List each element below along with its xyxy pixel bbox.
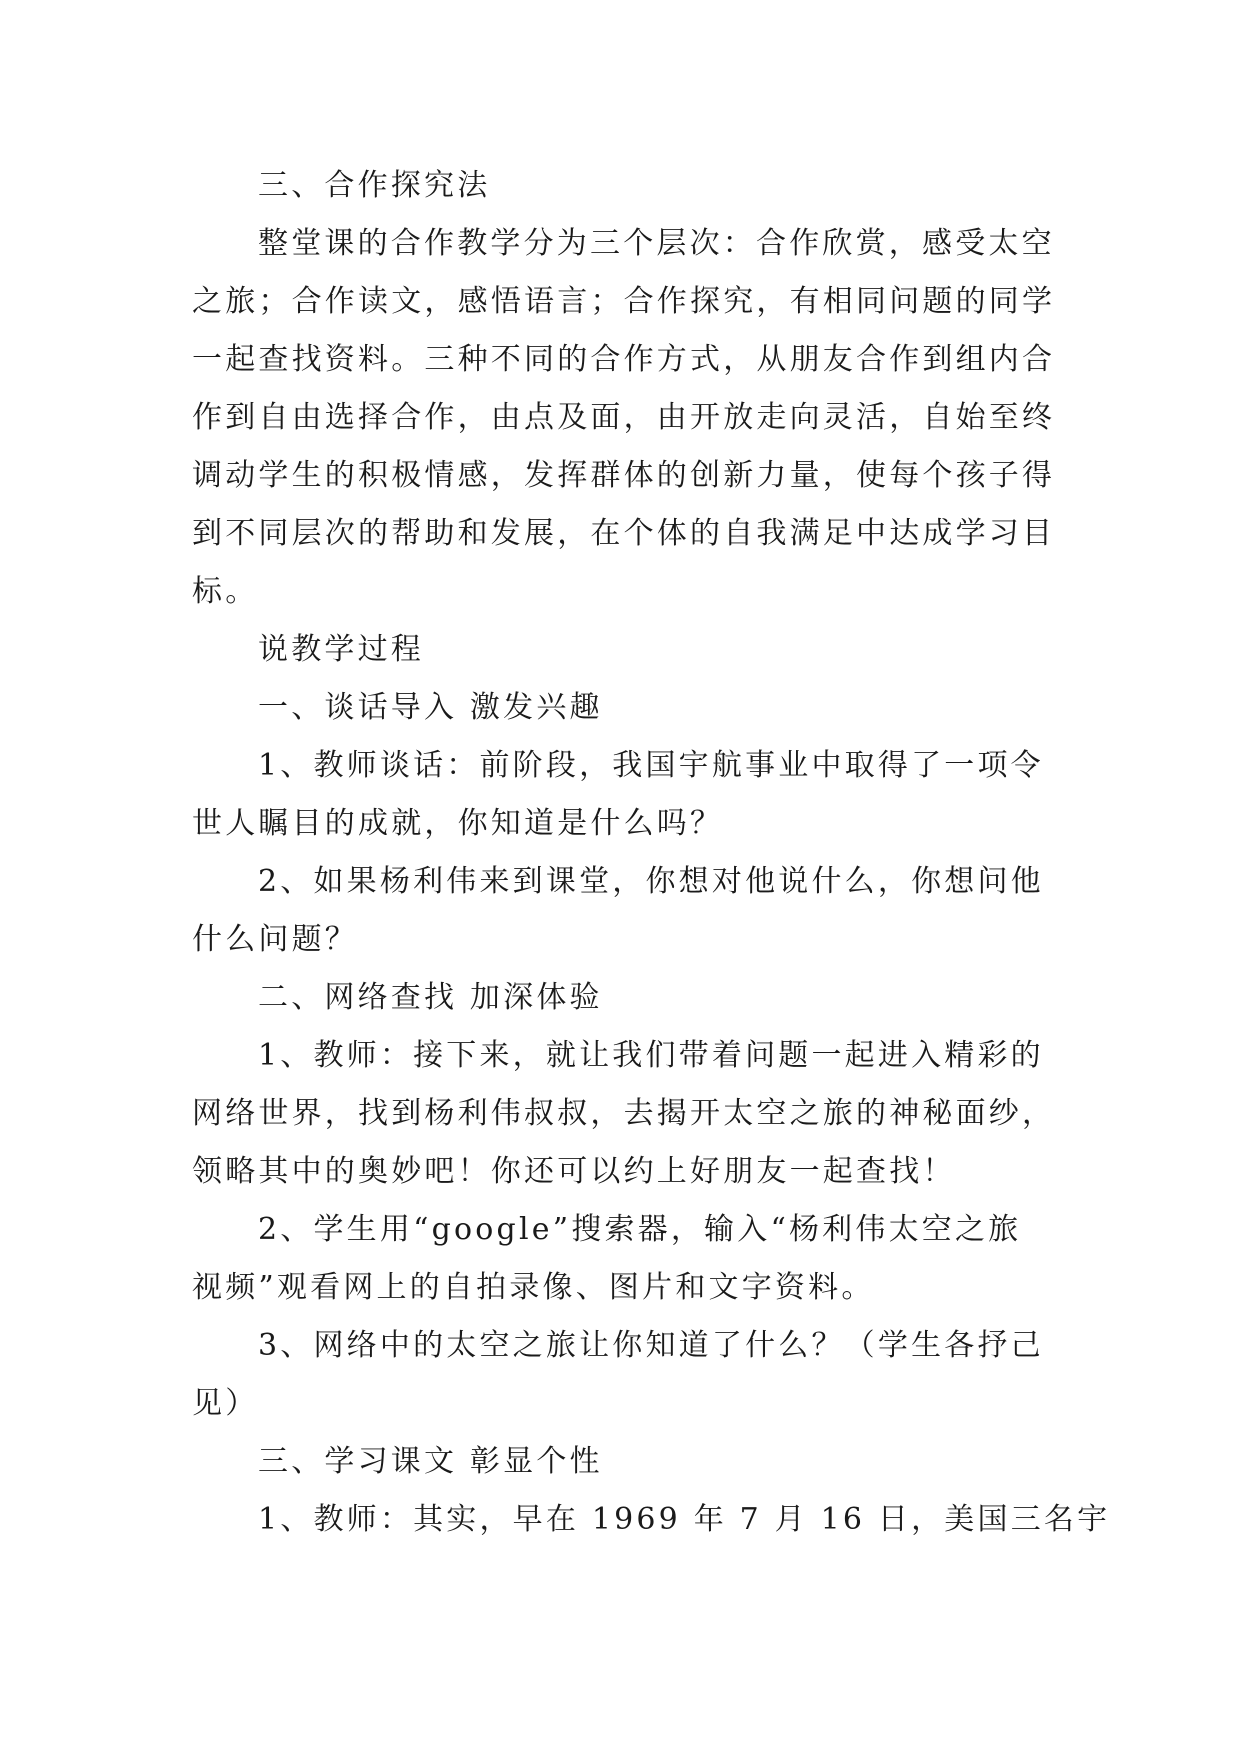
paragraph-line: 整堂课的合作教学分为三个层次：合作欣赏，感受太空 bbox=[258, 226, 1055, 261]
paragraph-line: 见） bbox=[192, 1386, 259, 1421]
heading-section-one: 一、谈话导入 激发兴趣 bbox=[258, 690, 603, 725]
paragraph-line: 标。 bbox=[192, 574, 259, 609]
paragraph-line: 网络世界，找到杨利伟叔叔，去揭开太空之旅的神秘面纱， bbox=[192, 1096, 1056, 1131]
paragraph-line: 作到自由选择合作，由点及面，由开放走向灵活，自始至终 bbox=[192, 400, 1056, 435]
heading-cooperative-inquiry: 三、合作探究法 bbox=[258, 168, 491, 203]
paragraph-line: 什么问题？ bbox=[192, 922, 358, 957]
paragraph-line: 3、网络中的太空之旅让你知道了什么？（学生各抒己 bbox=[258, 1328, 1044, 1363]
paragraph-line: 1、教师：接下来，就让我们带着问题一起进入精彩的 bbox=[258, 1038, 1044, 1073]
paragraph-line: 领略其中的奥妙吧！你还可以约上好朋友一起查找！ bbox=[192, 1154, 956, 1189]
paragraph-line: 到不同层次的帮助和发展，在个体的自我满足中达成学习目 bbox=[192, 516, 1056, 551]
paragraph-line: 调动学生的积极情感，发挥群体的创新力量，使每个孩子得 bbox=[192, 458, 1056, 493]
heading-section-two: 二、网络查找 加深体验 bbox=[258, 980, 603, 1015]
heading-teaching-process: 说教学过程 bbox=[258, 632, 424, 667]
paragraph-line: 世人瞩目的成就，你知道是什么吗？ bbox=[192, 806, 724, 841]
paragraph-line: 2、学生用“google”搜索器，输入“杨利伟太空之旅 bbox=[258, 1212, 1022, 1247]
paragraph-line: 之旅；合作读文，感悟语言；合作探究，有相同问题的同学 bbox=[192, 284, 1056, 319]
paragraph-line: 1、教师：其实，早在 1969 年 7 月 16 日，美国三名宇 bbox=[258, 1502, 1111, 1537]
paragraph-line: 一起查找资料。三种不同的合作方式，从朋友合作到组内合 bbox=[192, 342, 1056, 377]
paragraph-line: 2、如果杨利伟来到课堂，你想对他说什么，你想问他 bbox=[258, 864, 1044, 899]
paragraph-line: 视频”观看网上的自拍录像、图片和文字资料。 bbox=[192, 1270, 875, 1305]
paragraph-line: 1、教师谈话：前阶段，我国宇航事业中取得了一项令 bbox=[258, 748, 1044, 783]
heading-section-three: 三、学习课文 彰显个性 bbox=[258, 1444, 603, 1479]
